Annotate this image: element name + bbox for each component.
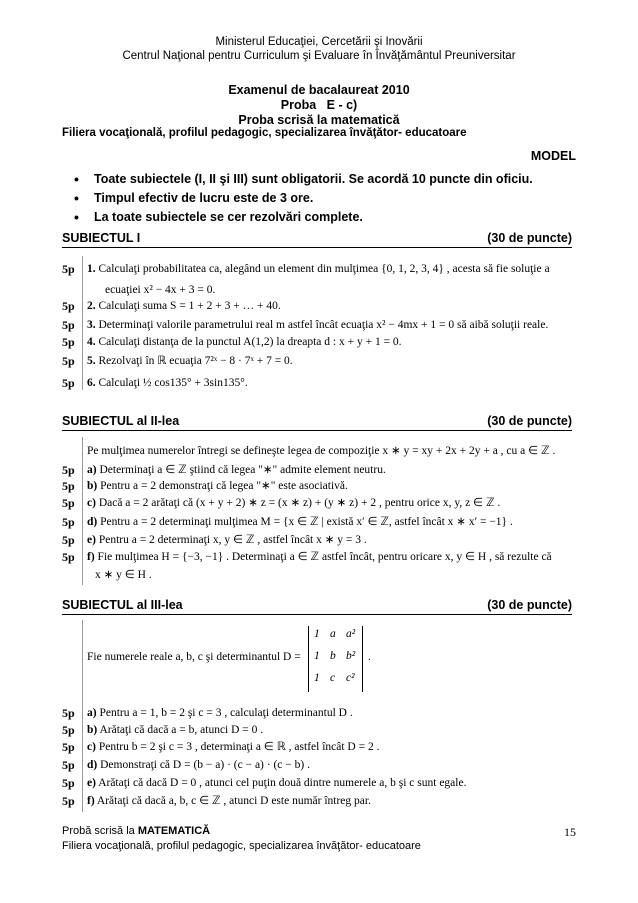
s2-item-d: d) Pentru a = 2 determinaţi mulţimea M = {x ∈ ℤ | există x′ ∈ ℤ, astfel încât x ∗ x′ = −1} . [87,516,513,528]
points-label: 5p [62,262,75,276]
s2-item-e: e) Pentru a = 2 determinaţi x, y ∈ ℤ , astfel încât x ∗ y = 3 . [87,534,367,546]
section-3-title: SUBIECTUL al III-lea [62,598,183,612]
s2-item-f-cont: x ∗ y ∈ H . [95,569,152,581]
filiera-line: Filiera vocaţională, profilul pedagogic, specializarea învăţător- educatoare [62,127,467,139]
determinant-left-bar [308,626,309,692]
matrix-cell: 1 [314,628,320,640]
section-1-points: (30 de puncte) [487,231,572,245]
section-1-margin-line [82,256,83,390]
s2-item-f: f) Fie mulţimea H = {−3, −1} . Determinaţi a ∈ ℤ astfel încât, pentru oricare x, y ∈ H , să rezulte că [87,551,552,563]
instruction-item: • La toate subiectele se cer rezolvări complete. [72,210,533,229]
s1-item-4: 4. Calculaţi distanţa de la punctul A(1,2) la dreapta d : x + y + 1 = 0. [87,336,402,348]
instruction-item: • Timpul efectiv de lucru este de 3 ore. [72,191,533,210]
matrix-cell: b [330,650,336,662]
s2-item-b: b) Pentru a = 2 demonstraţi că legea "∗" este asociativă. [87,480,348,492]
s2-item-a: a) Determinaţi a ∈ ℤ ştiind că legea "∗" admite element neutru. [87,464,386,476]
s3-item-c: c) Pentru b = 2 şi c = 3 , determinaţi a ∈ ℝ , astfel încât D = 2 . [87,741,380,753]
matrix-cell: b² [346,650,356,662]
section-3-heading [62,598,572,615]
points-label: 5p [62,318,75,332]
points-label: 5p [62,706,75,720]
footer-line-1: Probă scrisă la MATEMATICĂ [62,825,211,837]
s1-item-2: 2. Calculaţi suma S = 1 + 2 + 3 + … + 40. [87,300,281,312]
matrix-cell: a² [346,628,356,640]
s1-item-6: 6. Calculaţi ½ cos135° + 3sin135°. [87,377,248,389]
s3-intro: Fie numerele reale a, b, c şi determinantul D = [87,651,301,663]
matrix-cell: 1 [314,650,320,662]
section-2-points: (30 de puncte) [487,414,572,428]
section-1-heading [62,231,572,248]
exam-proba: Proba E - c) [280,98,358,112]
points-label: 5p [62,299,75,313]
instructions-list [72,172,533,229]
points-label: 5p [62,533,75,547]
s3-item-f: f) Arătaţi că dacă a, b, c ∈ ℤ , atunci D este număr întreg par. [87,795,371,807]
s2-intro: Pe mulţimea numerelor întregi se defineşte legea de compoziţie x ∗ y = xy + 2x + 2y + a , cu a ∈ ℤ . [87,445,556,457]
exam-subject: Proba scrisă la matematică [238,113,400,127]
points-label: 5p [62,550,75,564]
points-label: 5p [62,758,75,772]
points-label: 5p [62,515,75,529]
matrix-cell: c² [346,672,355,684]
instruction-item: • Toate subiectele (I, II şi III) sunt obligatorii. Se acordă 10 puncte din oficiu. [72,172,533,191]
points-label: 5p [62,479,75,493]
section-1-title: SUBIECTUL I [62,231,141,245]
s2-item-c: c) Dacă a = 2 arătaţi că (x + y + 2) ∗ z = (x ∗ z) + (y ∗ z) + 2 , pentru orice x, y, z ∈ ℤ . [87,497,501,509]
section-2-title: SUBIECTUL al II-lea [62,414,180,428]
section-3-points: (30 de puncte) [487,598,572,612]
exam-title: Examenul de bacalaureat 2010 [228,83,410,97]
s1-item-1: 1. Calculaţi probabilitatea ca, alegând un element din mulţimea {0, 1, 2, 3, 4} , acesta să fie soluţie a [87,263,550,275]
footer-line-2: Filiera vocaţională, profilul pedagogic, specializarea învăţător- educatoare [62,840,421,852]
matrix-cell: 1 [314,672,320,684]
s3-intro-end: . [368,651,371,663]
s3-item-a: a) Pentru a = 1, b = 2 şi c = 3 , calculaţi determinantul D . [87,707,353,719]
s3-item-b: b) Arătaţi că dacă a = b, atunci D = 0 . [87,724,264,736]
section-2-margin-line [82,437,83,585]
ministry-header: Ministerul Educaţiei, Cercetării şi Inovării [215,36,423,48]
s1-item-1-cont: ecuaţiei x² − 4x + 3 = 0. [105,284,216,296]
determinant-right-bar [362,626,363,692]
s1-item-3: 3. Determinaţi valorile parametrului real m astfel încât ecuaţia x² − 4mx + 1 = 0 să aibă soluţii reale. [87,319,549,331]
points-label: 5p [62,740,75,754]
points-label: 5p [62,376,75,390]
matrix-cell: a [330,628,336,640]
points-label: 5p [62,776,75,790]
page-number: 15 [564,825,576,839]
s3-item-d: d) Demonstraţi că D = (b − a) · (c − a) · (c − b) . [87,759,310,771]
section-2-heading [62,414,572,431]
matrix-cell: c [330,672,336,684]
center-header: Centrul Naţional pentru Curriculum şi Evaluare în Învăţământul Preuniversitar [122,50,516,62]
section-3-margin-line [82,620,83,812]
points-label: 5p [62,463,75,477]
s3-item-e: e) Arătaţi că dacă D = 0 , atunci cel puţin două dintre numerele a, b şi c sunt egale. [87,777,467,789]
points-label: 5p [62,496,75,510]
points-label: 5p [62,335,75,349]
model-label: MODEL [530,149,576,163]
points-label: 5p [62,723,75,737]
s1-item-5: 5. Rezolvaţi în ℝ ecuaţia 7²ˣ − 8 · 7ˣ + 7 = 0. [87,355,293,367]
points-label: 5p [62,354,75,368]
points-label: 5p [62,794,75,808]
